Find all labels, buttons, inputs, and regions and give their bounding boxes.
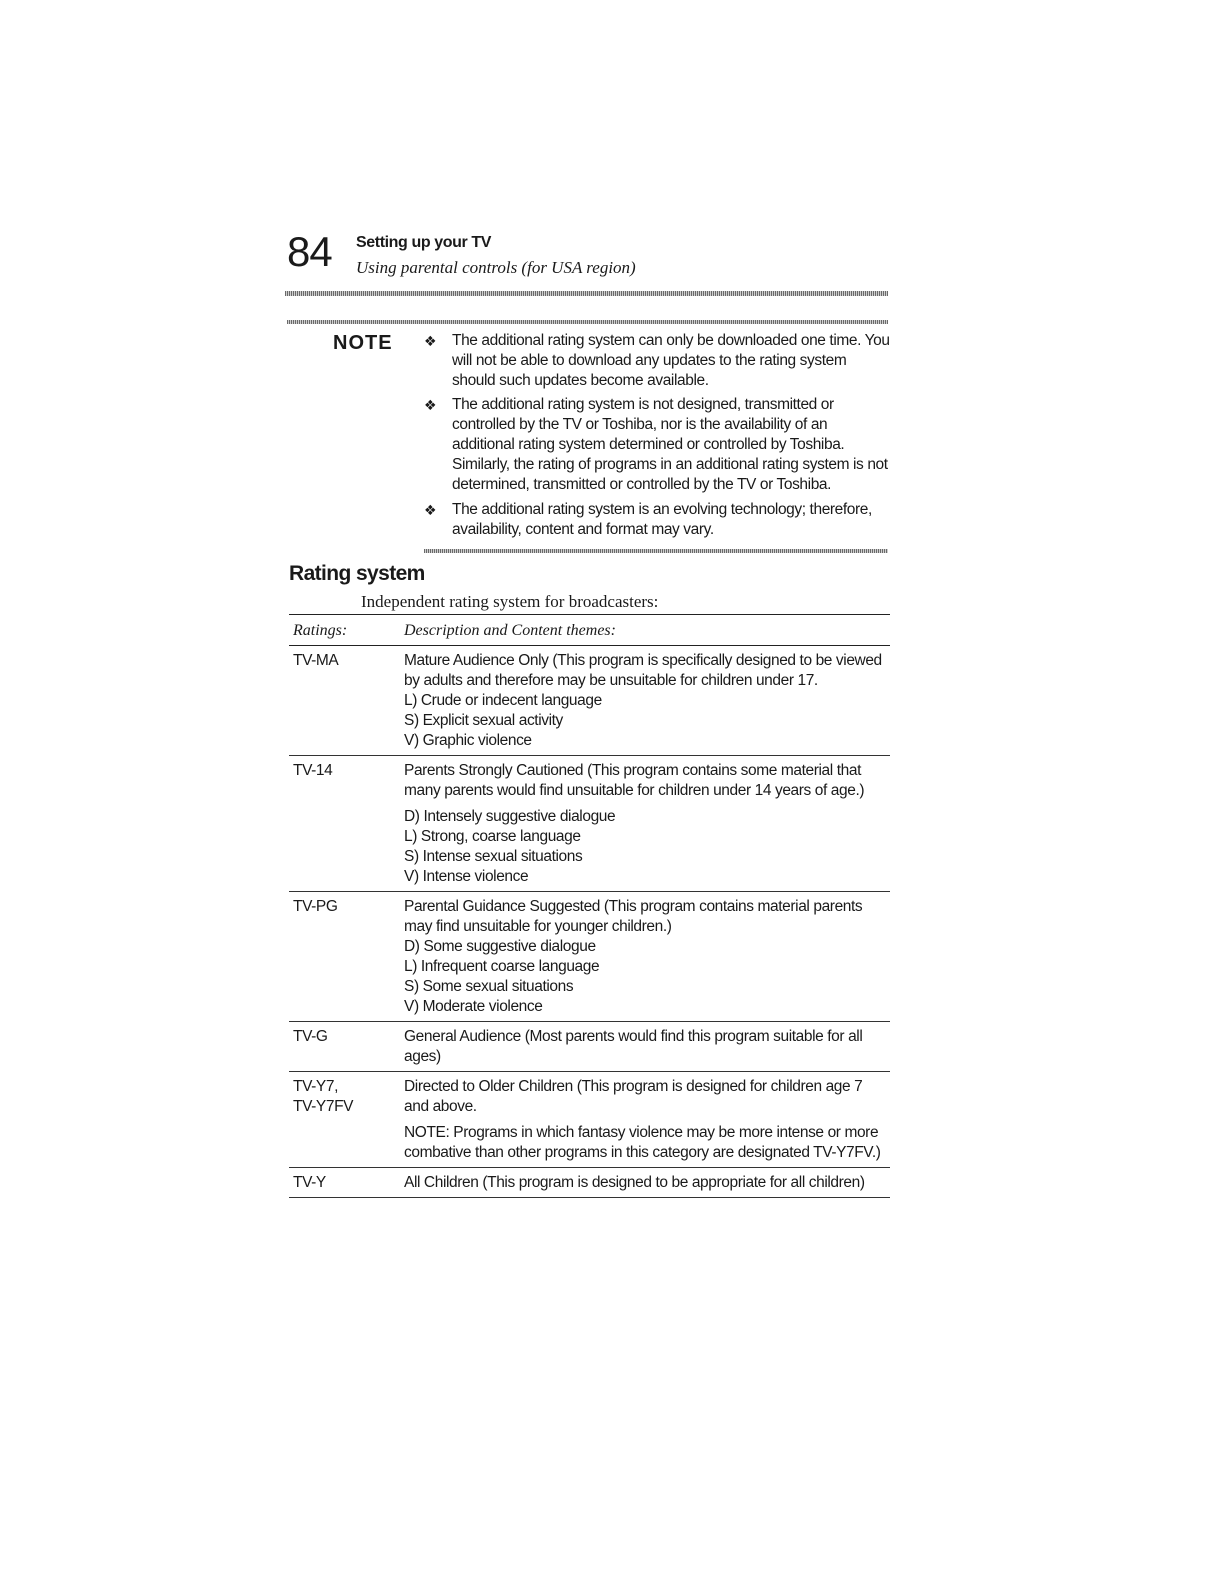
note-item (424, 331, 892, 391)
content-theme: S) Some sexual situations (404, 978, 574, 995)
content-theme: L) Infrequent coarse language (404, 958, 600, 975)
note-item (424, 500, 892, 540)
description-text: Parental Guidance Suggested (This program contains material parents may find unsuitable for younger children.) (404, 898, 863, 935)
header-divider (285, 291, 888, 296)
diamond-bullet-icon: ❖ (424, 502, 437, 518)
description-text: Parents Strongly Cautioned (This program contains some material that many parents would find unsuitable for children under 14 years of age.) (404, 762, 865, 799)
rating-description (394, 646, 890, 756)
rating-description (394, 756, 890, 892)
note-item (424, 395, 892, 495)
diamond-bullet-icon: ❖ (424, 333, 437, 349)
diamond-bullet-icon: ❖ (424, 397, 437, 413)
note-label: NOTE (333, 332, 393, 354)
rating-code: TV-G (289, 1022, 394, 1072)
content-theme: S) Explicit sexual activity (404, 712, 563, 729)
description-text: Directed to Older Children (This program is designed for children age 7 and above. (404, 1078, 863, 1115)
rating-description (394, 1022, 890, 1072)
description-text: Mature Audience Only (This program is specifically designed to be viewed by adults and therefore may be unsuitable for children under 17. (404, 652, 882, 689)
column-header-description: Description and Content themes: (394, 615, 890, 646)
column-header-ratings: Ratings: (289, 615, 394, 646)
description-text: All Children (This program is designed to be appropriate for all children) (404, 1174, 865, 1191)
table-header-row (289, 615, 890, 646)
content-theme: V) Intense violence (404, 868, 529, 885)
content-theme: L) Crude or indecent language (404, 692, 602, 709)
table-intro: Independent rating system for broadcasters: (361, 592, 659, 611)
rating-code: TV-14 (289, 756, 394, 892)
table-row (289, 1168, 890, 1198)
content-theme: V) Moderate violence (404, 998, 543, 1015)
note-item-text: The additional rating system is an evolving technology; therefore, availability, content and format may vary. (452, 501, 872, 538)
content-theme: L) Strong, coarse language (404, 828, 581, 845)
content-theme: S) Intense sexual situations (404, 848, 583, 865)
content-theme: D) Intensely suggestive dialogue (404, 808, 616, 825)
chapter-title: Setting up your TV (356, 234, 492, 251)
rating-note-text: NOTE: Programs in which fantasy violence may be more intense or more combative than other programs in this category are designated TV-Y7FV.) (404, 1124, 881, 1161)
rating-code: TV-Y (289, 1168, 394, 1198)
table-row (289, 756, 890, 892)
note-item-text: The additional rating system can only be downloaded one time. You will not be able to download any updates to the rating system should such updates become available. (452, 332, 890, 389)
page-number: 84 (287, 228, 332, 275)
rating-description (394, 1168, 890, 1198)
content-theme: V) Graphic violence (404, 732, 532, 749)
section-heading: Rating system (289, 562, 425, 585)
rating-code: TV-Y7, TV-Y7FV (289, 1072, 394, 1168)
table-row (289, 892, 890, 1022)
rating-code: TV-PG (289, 892, 394, 1022)
note-bottom-divider (424, 549, 888, 553)
rating-code: TV-MA (289, 646, 394, 756)
content-theme: D) Some suggestive dialogue (404, 938, 596, 955)
note-item-text: The additional rating system is not designed, transmitted or controlled by the TV or Toshiba, nor is the availability of an additional rating system determined or controlled by Toshiba. Similarly, the rating of programs in an additional rating system is not determined, transmitted or controlled by the TV or Toshiba. (452, 396, 888, 493)
table-row (289, 1072, 890, 1168)
description-text: General Audience (Most parents would find this program suitable for all ages) (404, 1028, 863, 1065)
section-subtitle: Using parental controls (for USA region) (356, 258, 636, 277)
table-row (289, 1022, 890, 1072)
rating-description (394, 1072, 890, 1168)
table-row (289, 646, 890, 756)
rating-description (394, 892, 890, 1022)
ratings-table (289, 614, 890, 1198)
note-top-divider (287, 320, 888, 324)
